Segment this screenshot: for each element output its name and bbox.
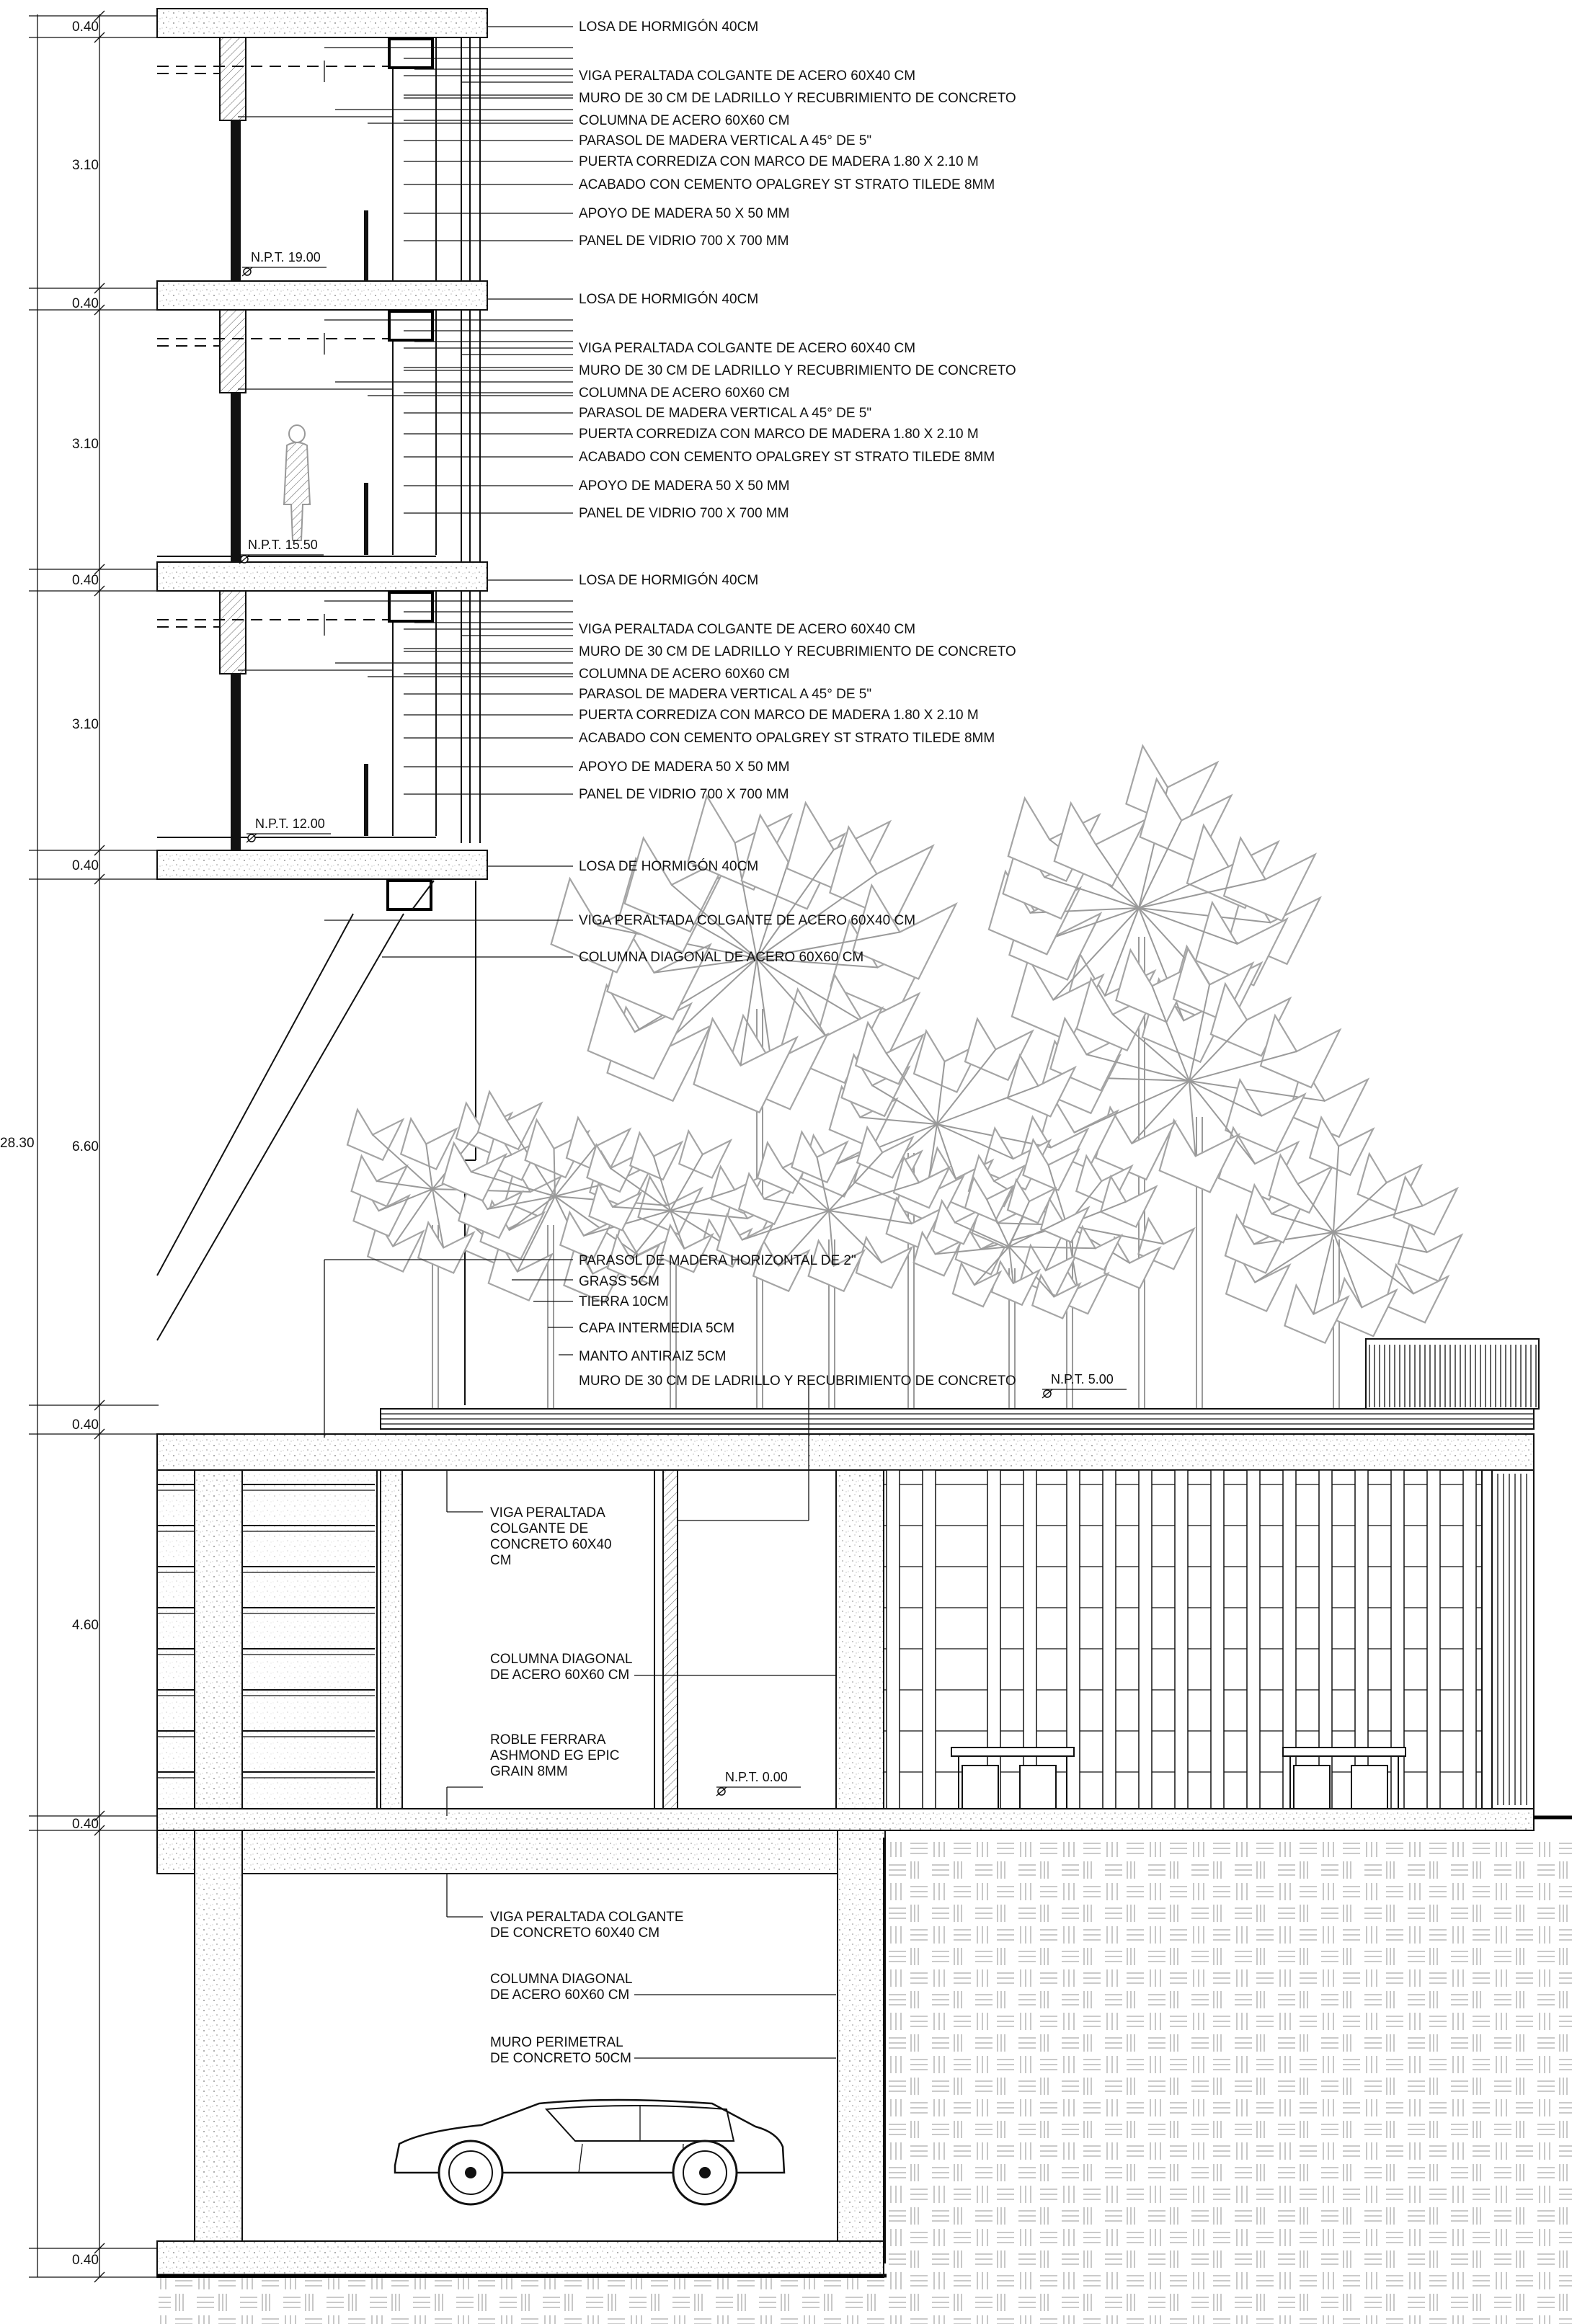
ground-column-label: DE ACERO 60X60 CM bbox=[490, 1668, 630, 1683]
floor-label: PANEL DE VIDRIO 700 X 700 MM bbox=[579, 787, 789, 802]
dimension-value: 3.10 bbox=[72, 717, 99, 732]
floor-label: ACABADO CON CEMENTO OPALGREY ST STRATO TILEDE 8MM bbox=[579, 177, 995, 192]
dimension-value: 0.40 bbox=[72, 296, 99, 311]
floor-label: APOYO DE MADERA 50 X 50 MM bbox=[579, 206, 790, 221]
roof-label: PARASOL DE MADERA HORIZONTAL DE 2" bbox=[579, 1253, 856, 1268]
floor-label: ACABADO CON CEMENTO OPALGREY ST STRATO TILEDE 8MM bbox=[579, 731, 995, 746]
ground-beam-label: COLGANTE DE bbox=[490, 1521, 589, 1536]
floor-label: PUERTA CORREDIZA CON MARCO DE MADERA 1.80 X 2.10 M bbox=[579, 154, 979, 169]
basement-column-label: COLUMNA DIAGONAL bbox=[490, 1972, 633, 1987]
floor-bay-3 bbox=[157, 562, 573, 850]
chair-icon bbox=[1351, 1766, 1387, 1809]
roof-label: GRASS 5CM bbox=[579, 1274, 660, 1289]
floor-label: VIGA PERALTADA COLGANTE DE ACERO 60X40 CM bbox=[579, 622, 916, 637]
dimension-value: 6.60 bbox=[72, 1139, 99, 1154]
dimension-value: 4.60 bbox=[72, 1618, 99, 1633]
floor-label: MURO DE 30 CM DE LADRILLO Y RECUBRIMIENTO DE CONCRETO bbox=[579, 91, 1016, 106]
level-marker: N.P.T. 0.00 bbox=[725, 1770, 788, 1784]
car-icon bbox=[395, 2100, 784, 2204]
ground-column-label: COLUMNA DIAGONAL bbox=[490, 1652, 633, 1667]
roof-label: MURO DE 30 CM DE LADRILLO Y RECUBRIMIENTO DE CONCRETO bbox=[579, 1374, 1016, 1389]
ground-beam-label: CM bbox=[490, 1553, 512, 1568]
floor-label: COLUMNA DE ACERO 60X60 CM bbox=[579, 667, 790, 682]
floor-label: ACABADO CON CEMENTO OPALGREY ST STRATO TILEDE 8MM bbox=[579, 450, 995, 465]
floor-label: PARASOL DE MADERA VERTICAL A 45° DE 5" bbox=[579, 406, 872, 421]
level-marker: N.P.T. 19.00 bbox=[251, 250, 321, 264]
ground-floor-label: GRAIN 8MM bbox=[490, 1764, 568, 1779]
chair-icon bbox=[1294, 1766, 1330, 1809]
tree-icon bbox=[347, 746, 1462, 1409]
roof-label: CAPA INTERMEDIA 5CM bbox=[579, 1321, 735, 1336]
floor-label: COLUMNA DE ACERO 60X60 CM bbox=[579, 113, 790, 128]
floor-label: PANEL DE VIDRIO 700 X 700 MM bbox=[579, 233, 789, 249]
ground-floor-label: ROBLE FERRARA bbox=[490, 1732, 606, 1748]
floor-bay-2 bbox=[157, 281, 573, 569]
floor-label: MURO DE 30 CM DE LADRILLO Y RECUBRIMIENTO DE CONCRETO bbox=[579, 363, 1016, 378]
person-icon bbox=[284, 425, 310, 540]
basement-beam-label: DE CONCRETO 60X40 CM bbox=[490, 1925, 660, 1941]
dimension-chain bbox=[0, 11, 159, 2282]
railing-icon bbox=[1366, 1339, 1539, 1409]
floor-label: VIGA PERALTADA COLGANTE DE ACERO 60X40 CM bbox=[579, 68, 916, 84]
diagonal-column-a bbox=[157, 914, 353, 1275]
green-roof bbox=[157, 1339, 1539, 1470]
slab-label: LOSA DE HORMIGÓN 40CM bbox=[579, 859, 759, 874]
floor-bay-1 bbox=[157, 9, 573, 297]
ground-beam-label: CONCRETO 60X40 bbox=[490, 1537, 612, 1552]
floor-label: MURO DE 30 CM DE LADRILLO Y RECUBRIMIENTO DE CONCRETO bbox=[579, 644, 1016, 659]
diagonal-label: COLUMNA DIAGONAL DE ACERO 60X60 CM bbox=[579, 950, 864, 965]
floor-label: PUERTA CORREDIZA CON MARCO DE MADERA 1.80 X 2.10 M bbox=[579, 708, 979, 723]
floor-label: LOSA DE HORMIGÓN 40CM bbox=[579, 573, 759, 588]
dimension-total: 28.30 bbox=[0, 1136, 35, 1151]
floor-label: COLUMNA DE ACERO 60X60 CM bbox=[579, 386, 790, 401]
floor-label: PUERTA CORREDIZA CON MARCO DE MADERA 1.80 X 2.10 M bbox=[579, 427, 979, 442]
floor-label: PARASOL DE MADERA VERTICAL A 45° DE 5" bbox=[579, 687, 872, 702]
floor-label: PANEL DE VIDRIO 700 X 700 MM bbox=[579, 506, 789, 521]
basement-wall-label: MURO PERIMETRAL bbox=[490, 2035, 623, 2050]
ground-beam-label: VIGA PERALTADA bbox=[490, 1505, 605, 1521]
floor-label: LOSA DE HORMIGÓN 40CM bbox=[579, 19, 759, 35]
ground-floor bbox=[157, 1470, 1572, 1830]
level-marker: N.P.T. 12.00 bbox=[255, 816, 325, 831]
roof-label: MANTO ANTIRAIZ 5CM bbox=[579, 1349, 727, 1364]
ground-floor-label: ASHMOND EG EPIC bbox=[490, 1748, 620, 1763]
dimension-value: 3.10 bbox=[72, 437, 99, 452]
roof-label: TIERRA 10CM bbox=[579, 1294, 669, 1309]
basement-beam-label: VIGA PERALTADA COLGANTE bbox=[490, 1910, 684, 1925]
chair-icon bbox=[962, 1766, 998, 1809]
basement-column-label: DE ACERO 60X60 CM bbox=[490, 1987, 630, 2003]
steel-beam bbox=[388, 881, 431, 909]
dimension-value: 0.40 bbox=[72, 2253, 99, 2268]
chair-icon bbox=[1020, 1766, 1056, 1809]
floor-label: VIGA PERALTADA COLGANTE DE ACERO 60X40 CM bbox=[579, 341, 916, 356]
level-marker: N.P.T. 15.50 bbox=[248, 538, 318, 552]
dimension-value: 3.10 bbox=[72, 158, 99, 173]
dimension-value: 0.40 bbox=[72, 1817, 99, 1832]
level-marker: N.P.T. 5.00 bbox=[1051, 1372, 1114, 1386]
floor-label: LOSA DE HORMIGÓN 40CM bbox=[579, 292, 759, 307]
floor-label: APOYO DE MADERA 50 X 50 MM bbox=[579, 478, 790, 494]
dimension-value: 0.40 bbox=[72, 858, 99, 873]
basement-wall-label: DE CONCRETO 50CM bbox=[490, 2051, 632, 2066]
dimension-value: 0.40 bbox=[72, 19, 99, 35]
slab-lower bbox=[157, 850, 487, 879]
dimension-value: 0.40 bbox=[72, 1417, 99, 1433]
dimension-value: 0.40 bbox=[72, 573, 99, 588]
upper-floors bbox=[157, 9, 573, 850]
floor-label: PARASOL DE MADERA VERTICAL A 45° DE 5" bbox=[579, 133, 872, 148]
beam-label: VIGA PERALTADA COLGANTE DE ACERO 60X40 CM bbox=[579, 913, 916, 928]
floor-label: APOYO DE MADERA 50 X 50 MM bbox=[579, 760, 790, 775]
